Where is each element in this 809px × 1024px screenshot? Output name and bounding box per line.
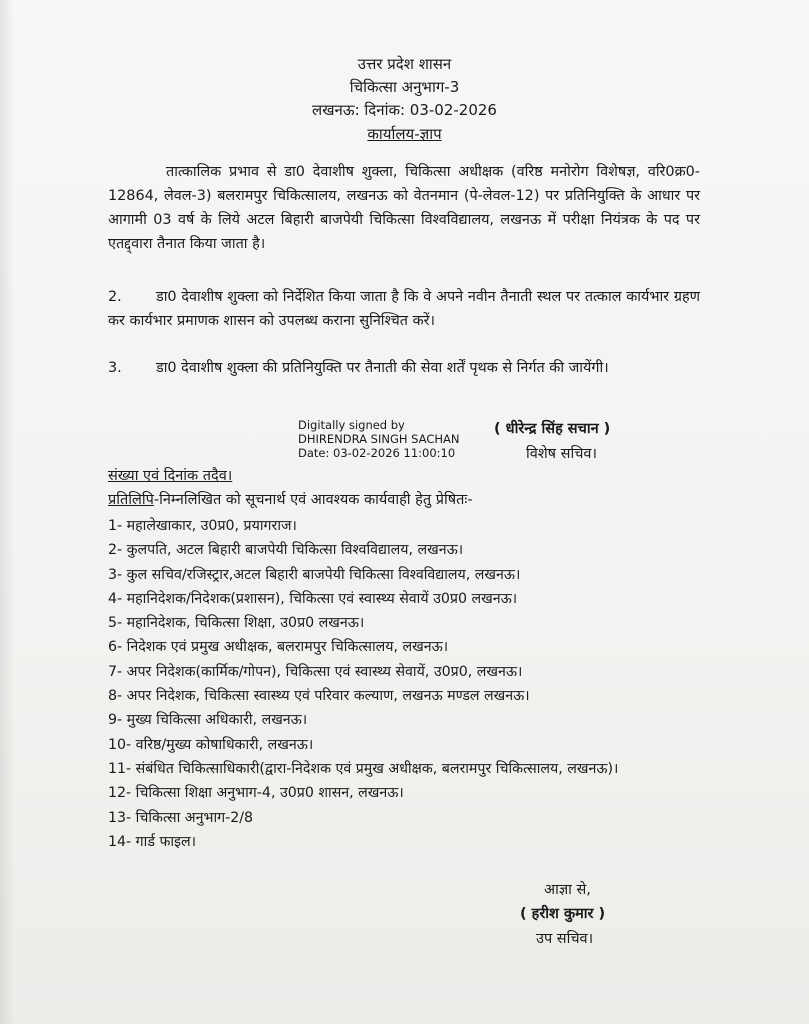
header-section: चिकित्सा अनुभाग-3 <box>349 78 460 96</box>
digital-signature <box>298 418 460 460</box>
copy-to-intro <box>108 489 473 509</box>
header-place-date: लखनऊ: दिनांक: 03-02-2026 <box>312 101 497 119</box>
header-government: उत्तर प्रदेश शासन <box>357 55 452 73</box>
paragraph-2-number: 2. <box>108 289 122 305</box>
copy-to-label: प्रतिलिपि <box>108 492 154 508</box>
list-item: 4- महानिदेशक/निदेशक(प्रशासन), चिकित्सा एवं स्वास्थ्य सेवायें उ0प्र0 लखनऊ। <box>108 590 518 607</box>
closing-title: उप सचिव। <box>536 931 594 947</box>
copy-to-list <box>108 514 704 854</box>
paragraph-3 <box>108 356 700 380</box>
paragraph-2 <box>108 285 700 333</box>
signatory-title: विशेष सचिव। <box>526 446 597 462</box>
digital-signature-line-1: Digitally signed by <box>298 418 405 432</box>
closing-name: ( हरीश कुमार ) <box>520 906 606 922</box>
digital-signature-date: Date: 03-02-2026 11:00:10 <box>298 446 456 460</box>
copy-to-text: -निम्नलिखित को सूचनार्थ एवं आवश्यक कार्यवाही हेतु प्रेषितः- <box>153 492 473 508</box>
list-item: 2- कुलपति, अटल बिहारी बाजपेयी चिकित्सा विश्वविद्यालय, लखनऊ। <box>108 542 464 559</box>
page-edge-shadow <box>0 0 14 1024</box>
digital-signature-name: DHIRENDRA SINGH SACHAN <box>298 432 460 446</box>
list-item: 12- चिकित्सा शिक्षा अनुभाग-4, उ0प्र0 शासन, लखनऊ। <box>108 785 404 802</box>
paragraph-2-text: डा0 देवाशीष शुक्ला को निर्देशित किया जाता है कि वे अपने नवीन तैनाती स्थल पर तत्काल कार्यभार ग्रहण कर कार्यभार प्रमाणक शासन को उपलब्ध कराना सुनिश्चित करें। <box>108 289 700 329</box>
list-item: 10- वरिष्ठ/मुख्य कोषाधिकारी, लखनऊ। <box>108 736 314 753</box>
closing-by-order: आज्ञा से, <box>544 882 591 898</box>
paragraph-3-text: डा0 देवाशीष शुक्ला की प्रतिनियुक्ति पर तैनाती की सेवा शर्तें पृथक से निर्गत की जायेंगी। <box>156 360 609 376</box>
list-item: 1- महालेखाकार, उ0प्र0, प्रयागराज। <box>108 518 297 534</box>
list-item: 3- कुल सचिव/रजिस्ट्रार,अटल बिहारी बाजपेयी चिकित्सा विश्वविद्यालय, लखनऊ। <box>108 566 521 583</box>
paragraph-3-number: 3. <box>108 360 122 376</box>
list-item: 9- मुख्य चिकित्सा अधिकारी, लखनऊ। <box>108 712 308 729</box>
list-item: 7- अपर निदेशक(कार्मिक/गोपन), चिकित्सा एवं स्वास्थ्य सेवायें, उ0प्र0, लखनऊ। <box>108 663 523 680</box>
reference-line: संख्या एवं दिनांक तदैव। <box>108 468 233 484</box>
list-item: 14- गार्ड फाइल। <box>108 833 197 850</box>
list-item: 8- अपर निदेशक, चिकित्सा स्वास्थ्य एवं परिवार कल्याण, लखनऊ मण्डल लखनऊ। <box>108 688 530 705</box>
list-item: 11- संबंधित चिकित्साधिकारी(द्वारा-निदेशक एवं प्रमुख अधीक्षक, बलरामपुर चिकित्सालय, लखनऊ)। <box>108 760 619 777</box>
list-item: 13- चिकित्सा अनुभाग-2/8 <box>108 809 254 826</box>
signatory-name: ( धीरेन्द्र सिंह सचान ) <box>494 421 611 437</box>
list-item: 6- निदेशक एवं प्रमुख अधीक्षक, बलरामपुर चिकित्सालय, लखनऊ। <box>108 639 449 656</box>
list-item: 5- महानिदेशक, चिकित्सा शिक्षा, उ0प्र0 लखनऊ। <box>108 615 365 632</box>
paragraph-1: तात्कालिक प्रभाव से डा0 देवाशीष शुक्ला, चिकित्सा अधीक्षक (वरिष्ठ मनोरोग विशेषज्ञ, वरि0क्र0-12864, लेवल-3) बलरामपुर चिकित्सालय, लखनऊ को वेतनमान (पे-लेवल-12) पर प्रतिनियुक्ति के आधार पर आगामी 03 वर्ष के लिये अटल बिहारी बाजपेयी चिकित्सा विश्वविद्यालय, लखनऊ में परीक्षा नियंत्रक के पद पर एतद्द्वारा तैनात किया जाता है। <box>108 164 700 252</box>
header-office-memo: कार्यालय-ज्ञाप <box>367 125 442 143</box>
